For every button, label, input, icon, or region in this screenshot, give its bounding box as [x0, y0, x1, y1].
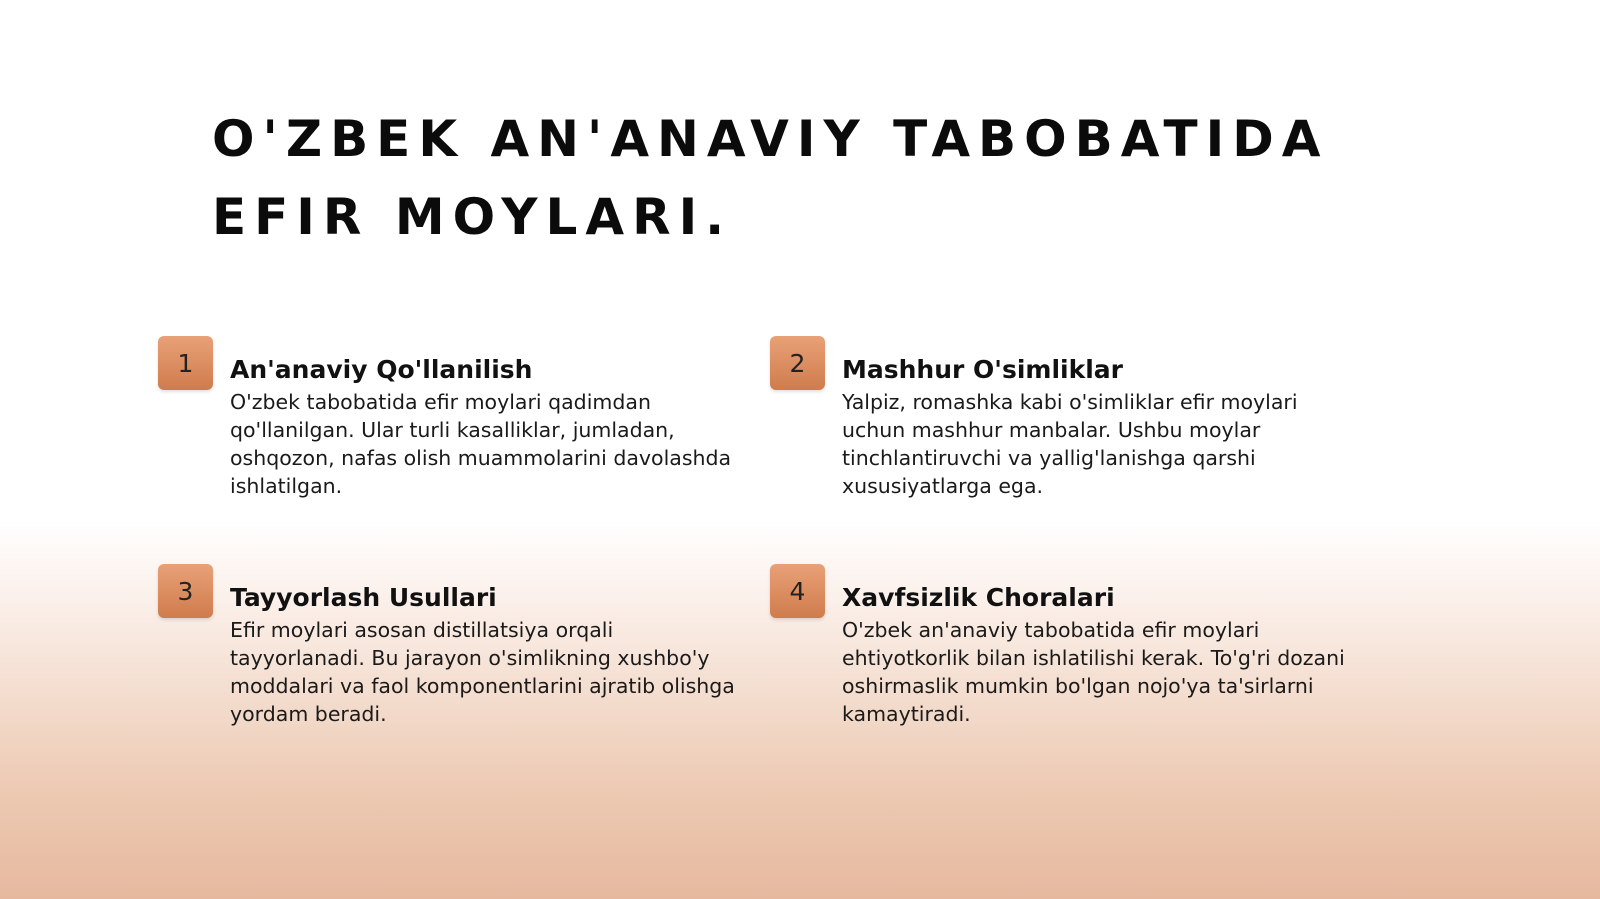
number-badge: 1 — [158, 336, 213, 390]
slide-title-line-1: O'ZBEK AN'ANAVIY TABOBATIDA — [212, 110, 1329, 168]
item-description: O'zbek tabobatida efir moylari qadimdan qo'llanilgan. Ular turli kasalliklar, jumladan, oshqozon, nafas olish muammolarini davolashda ishlatilgan. — [230, 390, 732, 498]
slide-title-line-2: EFIR MOYLARI. — [212, 188, 733, 246]
item-heading: An'anaviy Qo'llanilish — [230, 355, 533, 384]
number-badge: 3 — [158, 564, 213, 618]
item-heading: Xavfsizlik Choralari — [842, 583, 1115, 612]
item-heading: Mashhur O'simliklar — [842, 355, 1123, 384]
number-badge: 2 — [770, 336, 825, 390]
item-description: Yalpiz, romashka kabi o'simliklar efir moylari uchun mashhur manbalar. Ushbu moylar tinchlantiruvchi va yallig'lanishga qarshi xususiyatlarga ega. — [842, 390, 1298, 498]
item-heading: Tayyorlash Usullari — [230, 583, 497, 612]
number-badge: 4 — [770, 564, 825, 618]
item-description: Efir moylari asosan distillatsiya orqali tayyorlanadi. Bu jarayon o'simlikning xushbo'y moddalari va faol komponentlarini ajratib olishga yordam beradi. — [230, 618, 735, 726]
slide-title — [212, 100, 1412, 256]
item-description: O'zbek an'anaviy tabobatida efir moylari ehtiyotkorlik bilan ishlatilishi kerak. To'g'ri dozani oshirmaslik mumkin bo'lgan nojo'ya ta'sirlarni kamaytiradi. — [842, 618, 1345, 726]
